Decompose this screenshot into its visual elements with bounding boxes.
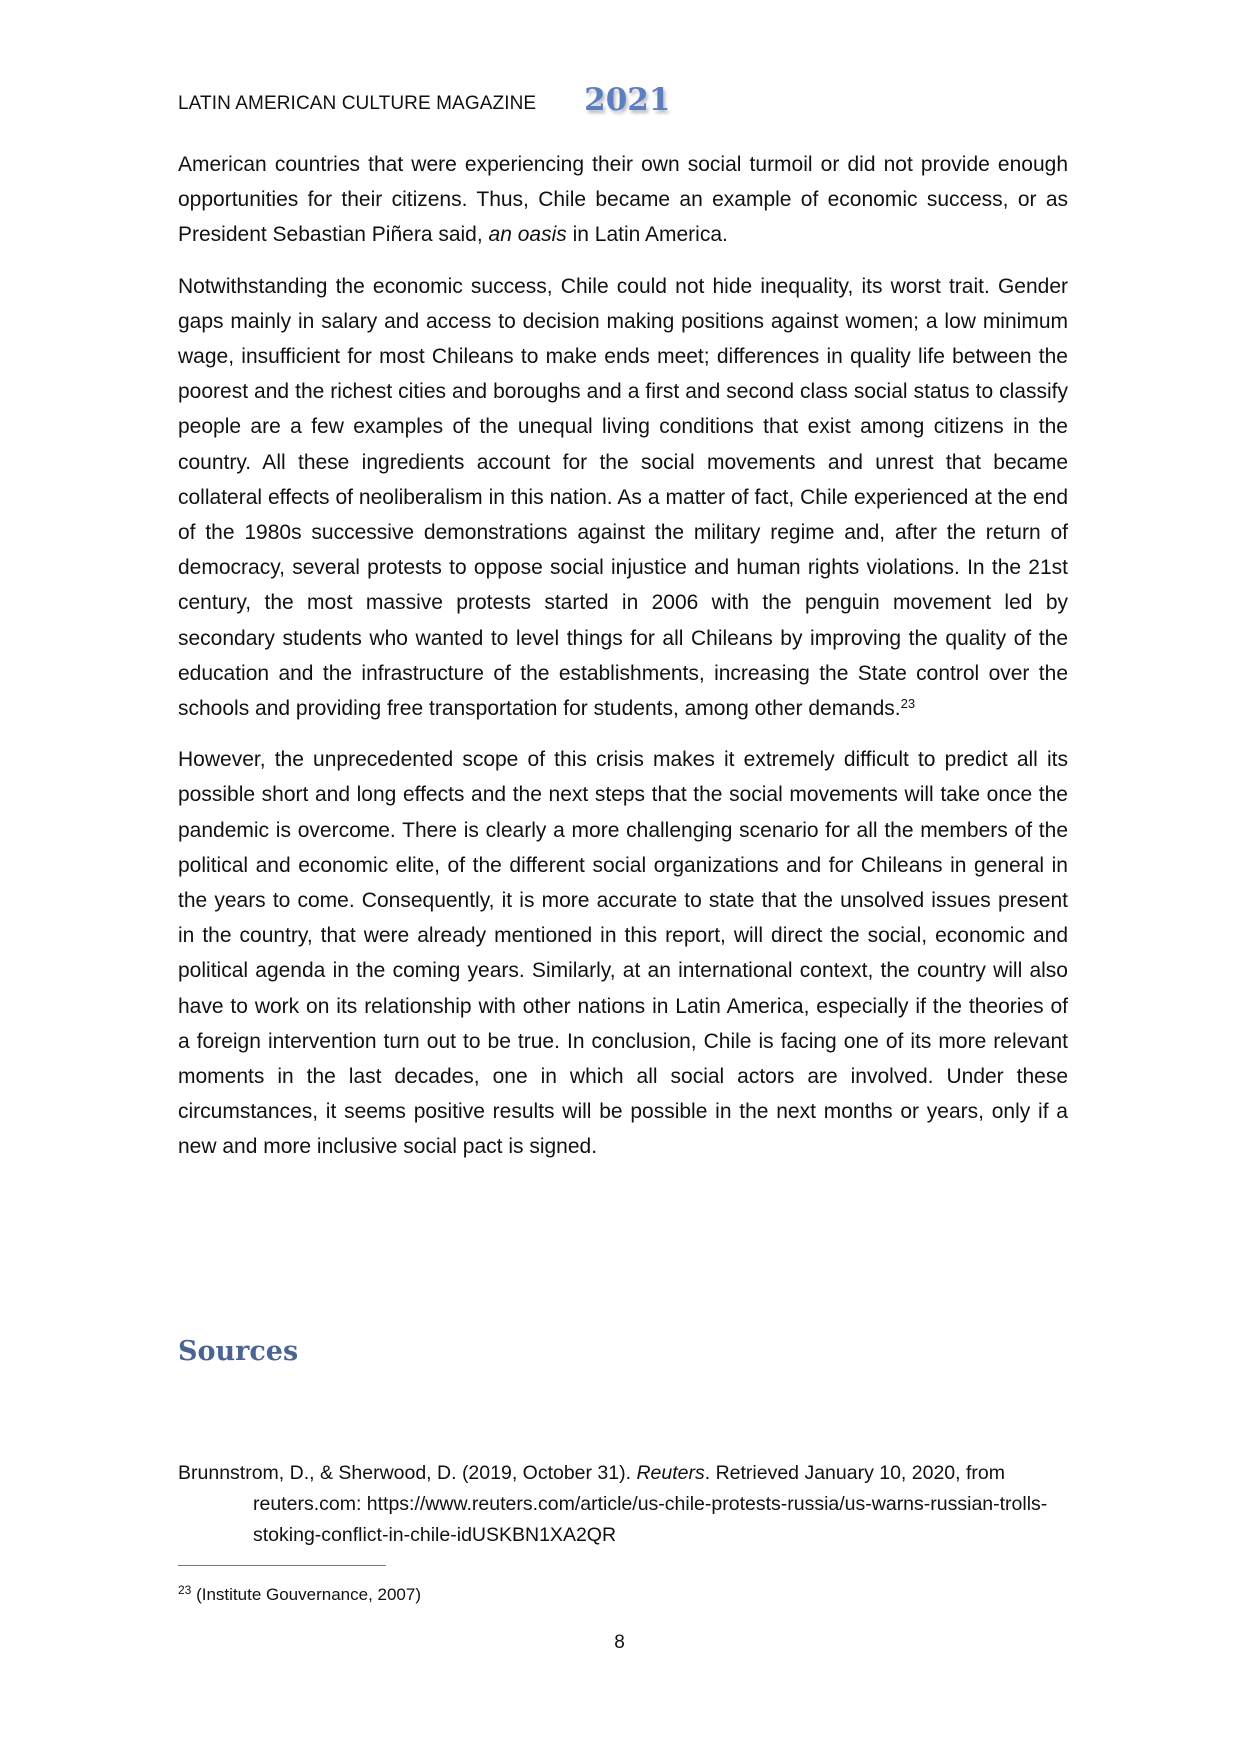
issue-year: 2021 [584, 82, 671, 118]
paragraph-2 [178, 269, 1068, 727]
paragraph-3 [178, 742, 1068, 1164]
paragraph-1-text: American countries that were experiencing their own social turmoil or did not provide enough opportunities for their citizens. Thus, Chile became an example of economic success, or as President Sebastian Piñera said, [178, 153, 1068, 247]
reference-authors: Brunnstrom, D., & Sherwood, D. (2019, October 31). [178, 1462, 637, 1484]
paragraph-3-text: However, the unprecedented scope of this crisis makes it extremely difficult to predict all its possible short and long effects and the next steps that the social movements will take once the pandemic is overcome. There is clearly a more challenging scenario for all the members of the political and economic elite, of the different social organizations and for Chileans in general in the years to come. Consequently, it is more accurate to state that the unsolved issues present in the country, that were already mentioned in this report, will direct the social, economic and political agenda in the coming years. Similarly, at an international context, the country will also have to work on its relationship with other nations in Latin America, especially if the theories of a foreign intervention turn out to be true. In conclusion, Chile is facing one of its more relevant moments in the last decades, one in which all social actors are involved. Under these circumstances, it seems positive results will be possible in the next months or years, only if a new and more inclusive social pact is signed. [178, 748, 1068, 1159]
footnote-reference[interactable]: 23 [900, 696, 916, 712]
magazine-title: LATIN AMERICAN CULTURE MAGAZINE [178, 93, 537, 114]
reference-retrieval-url[interactable]: . Retrieved January 10, 2020, from reuters.com: https://www.reuters.com/article/us-chile-protests-russia/us-warns-russian-trolls-stoking-conflict-in-chile-idUSKBN1XA2QR [253, 1462, 1048, 1546]
italic-quote-an-oasis: an oasis [488, 223, 567, 247]
page-header [178, 78, 670, 118]
footnote-text: (Institute Gouvernance, 2007) [191, 1585, 421, 1604]
sources-heading: Sources [178, 1336, 299, 1367]
footnote-number: 23 [178, 1583, 192, 1597]
article-body [178, 147, 1068, 1165]
reference-publication: Reuters [636, 1462, 705, 1484]
paragraph-1 [178, 147, 1068, 253]
footnote-separator [178, 1565, 386, 1566]
paragraph-2-text: Notwithstanding the economic success, Chile could not hide inequality, its worst trait. Gender gaps mainly in salary and access to decision making positions against women; a low minimum wage, insufficient for most Chileans to make ends meet; differences in quality life between the poorest and the richest cities and boroughs and a first and second class social status to classify people are a few examples of the unequal living conditions that exist among citizens in the country. All these ingredients account for the social movements and unrest that became collateral effects of neoliberalism in this nation. As a matter of fact, Chile experienced at the end of the 1980s successive demonstrations against the military regime and, after the return of democracy, several protests to oppose social injustice and human rights violations. In the 21st century, the most massive protests started in 2006 with the penguin movement led by secondary students who wanted to level things for all Chileans by improving the quality of the education and the infrastructure of the establishments, increasing the State control over the schools and providing free transportation for students, among other demands. [178, 274, 1068, 721]
page-number: 8 [614, 1632, 625, 1653]
paragraph-1-tail: in Latin America. [566, 223, 728, 247]
reference-entry [178, 1458, 1068, 1551]
footnote-23 [178, 1583, 421, 1607]
